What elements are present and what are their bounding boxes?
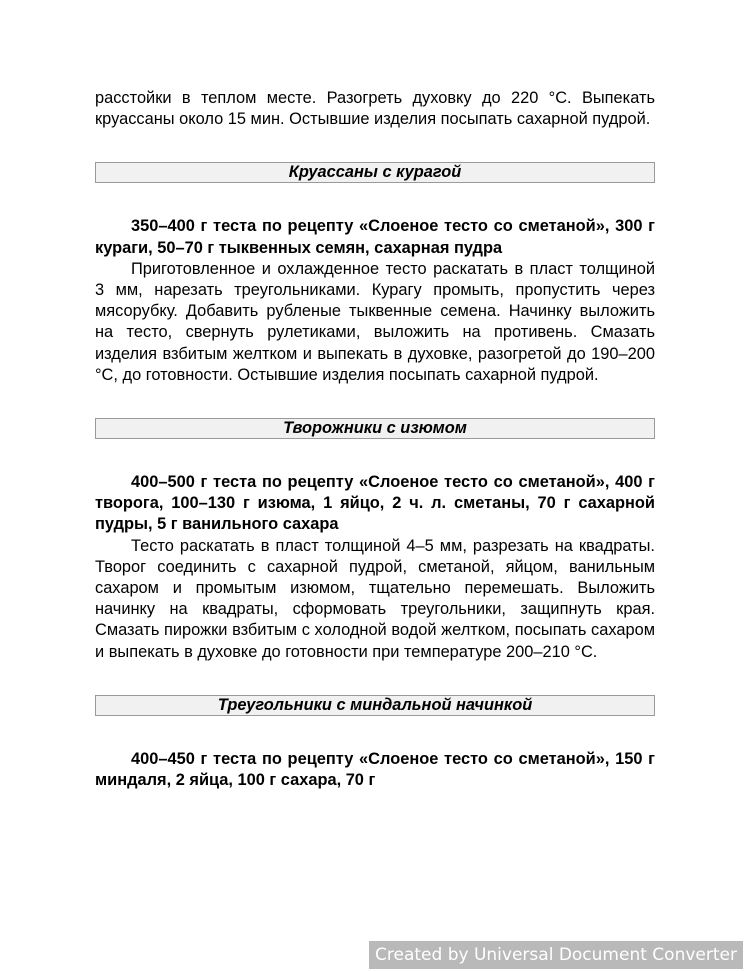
recipe-ingredients: 350–400 г теста по рецепту «Слоеное тесто со сметаной», 300 г кураги, 50–70 г тыквенных семян, сахарная пудра <box>95 217 655 257</box>
spacer <box>95 663 655 695</box>
spacer <box>95 130 655 162</box>
recipe-title-box: Творожники с изюмом <box>95 418 655 439</box>
spacer <box>95 183 655 216</box>
watermark-banner: Created by Universal Document Converter <box>369 941 743 969</box>
recipe-ingredients: 400–450 г теста по рецепту «Слоеное тесто со сметаной», 150 г миндаля, 2 яйца, 100 г сахара, 70 г <box>95 749 655 790</box>
recipe-title-box: Треугольники с миндальной начинкой <box>95 695 655 716</box>
recipe-method: Тесто раскатать в пласт толщиной 4–5 мм, разрезать на квадраты. Творог соединить с сахарной пудрой, сметаной, яйцом, ванильным сахаром и промытым изюмом, тщательно перемешать. Выложить начинку на квадраты, сформовать треугольники, защипнуть края. Смазать пирожки взбитым с холодной водой желтком, посыпать сахаром и выпекать в духовке до готовности при температуре 200–210 °С. <box>95 536 655 661</box>
document-page <box>95 88 655 791</box>
spacer <box>95 439 655 472</box>
recipe-method: Приготовленное и охлажденное тесто раскатать в пласт толщиной 3 мм, нарезать треугольниками. Курагу промыть, пропустить через мясорубку. Добавить рубленые тыквенные семена. Начинку выложить на тесто, свернуть рулетиками, выложить на противень. Смазать изделия взбитым желтком и выпекать в духовке, разогретой до 190–200 °С, до готовности. Остывшие изделия посыпать сахарной пудрой. <box>95 259 655 384</box>
spacer <box>95 386 655 418</box>
recipe-title-box: Круассаны с курагой <box>95 162 655 183</box>
recipe-ingredients: 400–500 г теста по рецепту «Слоеное тесто со сметаной», 400 г творога, 100–130 г изюма, 1 яйцо, 2 ч. л. сметаны, 70 г сахарной пудры, 5 г ванильного сахара <box>95 473 655 534</box>
spacer <box>95 716 655 749</box>
intro-paragraph: расстойки в теплом месте. Разогреть духовку до 220 °С. Выпекать круассаны около 15 мин. Остывшие изделия посыпать сахарной пудрой. <box>95 89 655 129</box>
